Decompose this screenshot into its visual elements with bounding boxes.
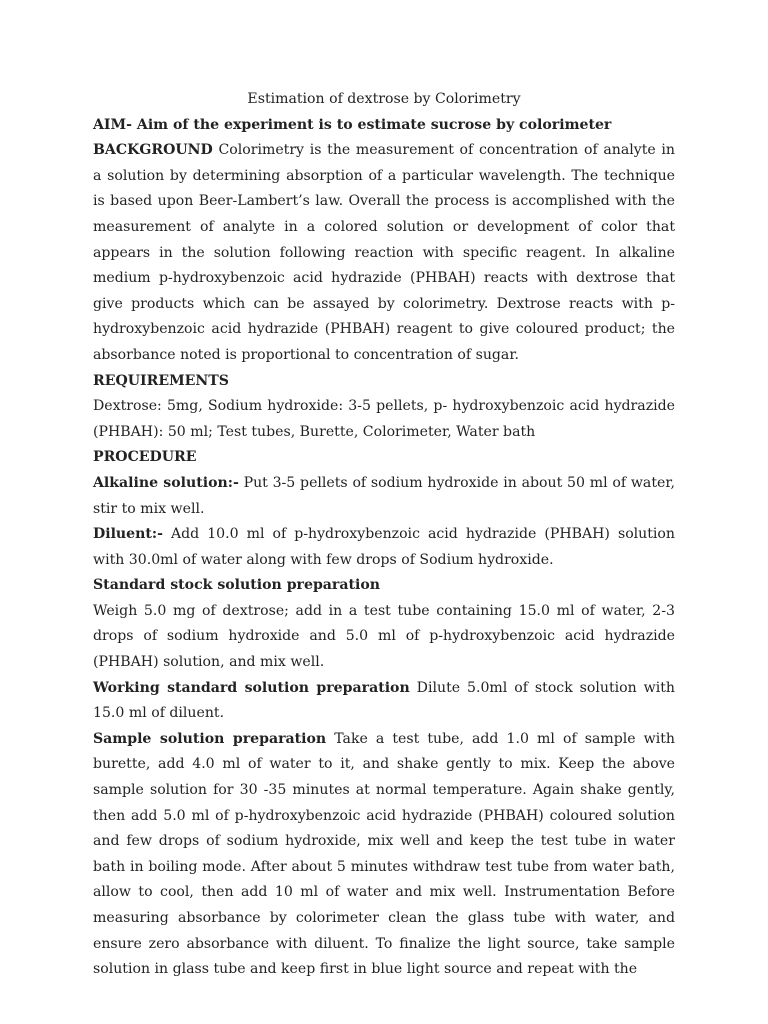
working-standard-label: Working standard solution preparation bbox=[93, 679, 410, 696]
diluent-text: Add 10.0 ml of p-hydroxybenzoic acid hydrazide (PHBAH) solution with 30.0ml of water along with few drops of Sodium hydroxide. bbox=[93, 526, 675, 568]
alkaline-solution-paragraph bbox=[93, 471, 675, 522]
requirements-text: Dextrose: 5mg, Sodium hydroxide: 3-5 pellets, p- hydroxybenzoic acid hydrazide (PHBAH): 50 ml; Test tubes, Burette, Colorimeter, Water bath bbox=[93, 398, 675, 440]
background-paragraph bbox=[93, 138, 675, 368]
requirements-heading: REQUIREMENTS bbox=[93, 372, 229, 389]
document-title: Estimation of dextrose by Colorimetry bbox=[247, 91, 521, 107]
alkaline-solution-label: Alkaline solution:- bbox=[93, 474, 239, 491]
sample-solution-paragraph bbox=[93, 727, 675, 983]
document-page bbox=[93, 87, 675, 983]
sample-solution-text: Take a test tube, add 1.0 ml of sample with burette, add 4.0 ml of water to it, and shake gently to mix. Keep the above sample solution for 30 -35 minutes at normal temperature. Again shake gently, then add 5.0 ml of p-hydroxybenzoic acid hydrazide (PHBAH) coloured solution and few drops of sodium hydroxide, mix well and keep the test tube in water bath in boiling mode. After about 5 minutes withdraw test tube from water bath, allow to cool, then add 10 ml of water and mix well. Instrumentation Before measuring absorbance by colorimeter clean the glass tube with water, and ensure zero absorbance with diluent. To finalize the light source, take sample solution in glass tube and keep first in blue light source and repeat with the bbox=[93, 730, 675, 978]
diluent-label: Diluent:- bbox=[93, 526, 163, 543]
stock-solution-heading: Standard stock solution preparation bbox=[93, 577, 380, 594]
alkaline-solution-text: Put 3-5 pellets of sodium hydroxide in about 50 ml of water, stir to mix well. bbox=[93, 474, 675, 517]
aim-statement: AIM- Aim of the experiment is to estimate sucrose by colorimeter bbox=[93, 116, 612, 133]
working-standard-text: Dilute 5.0ml of stock solution with 15.0 ml of diluent. bbox=[93, 679, 675, 722]
background-heading: BACKGROUND bbox=[93, 142, 213, 159]
sample-solution-label: Sample solution preparation bbox=[93, 730, 327, 747]
working-standard-paragraph bbox=[93, 676, 675, 727]
diluent-paragraph bbox=[93, 522, 675, 573]
stock-solution-text: Weigh 5.0 mg of dextrose; add in a test tube containing 15.0 ml of water, 2-3 drops of sodium hydroxide and 5.0 ml of p-hydroxybenzoic acid hydrazide (PHBAH) solution, and mix well. bbox=[93, 602, 675, 671]
background-text: Colorimetry is the measurement of concentration of analyte in a solution by determining absorption of a particular wavelength. The technique is based upon Beer-Lambert’s law. Overall the process is accomplished with the measurement of analyte in a colored solution or development of color that appears in the solution following reaction with specific reagent. In alkaline medium p-hydroxybenzoic acid hydrazide (PHBAH) reacts with dextrose that give products which can be assayed by colorimetry. Dextrose reacts with p-hydroxybenzoic acid hydrazide (PHBAH) reagent to give coloured product; the absorbance noted is proportional to concentration of sugar. bbox=[93, 142, 675, 363]
procedure-heading: PROCEDURE bbox=[93, 449, 197, 466]
